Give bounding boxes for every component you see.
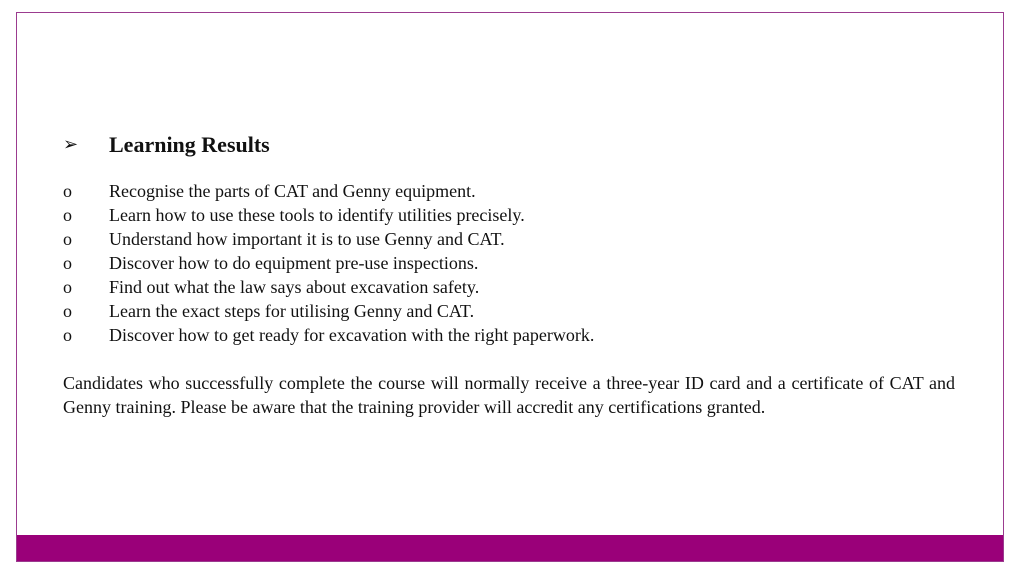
list-item [63, 299, 955, 323]
circle-bullet-icon: o [63, 277, 72, 297]
list-item [63, 275, 955, 299]
list-item [63, 203, 955, 227]
list-item-text: Discover how to get ready for excavation with the right paperwork. [109, 325, 595, 345]
arrow-bullet-icon: ➢ [63, 134, 79, 155]
list-item-text: Learn how to use these tools to identify utilities precisely. [109, 205, 525, 225]
list-item-text: Learn the exact steps for utilising Genny and CAT. [109, 301, 475, 321]
circle-bullet-icon: o [63, 253, 72, 273]
list-item [63, 227, 955, 251]
list-item-text: Find out what the law says about excavation safety. [109, 277, 480, 297]
list-item-text: Discover how to do equipment pre-use inspections. [109, 253, 479, 273]
circle-bullet-icon: o [63, 205, 72, 225]
list-item-text: Understand how important it is to use Genny and CAT. [109, 229, 505, 249]
circle-bullet-icon: o [63, 181, 72, 201]
slide-heading: Learning Results [109, 132, 270, 157]
circle-bullet-icon: o [63, 325, 72, 345]
learning-results-list [63, 179, 955, 347]
slide-content [63, 129, 955, 437]
list-item [63, 323, 955, 347]
course-summary-paragraph: Candidates who successfully complete the course will normally receive a three-year ID card and a certificate of CAT and Genny training. Please be aware that the training provider will accredit any certifications granted. [63, 373, 955, 417]
circle-bullet-icon: o [63, 301, 72, 321]
heading-row [63, 129, 955, 161]
list-item [63, 251, 955, 275]
list-item [63, 179, 955, 203]
slide [16, 12, 1004, 562]
list-item-text: Recognise the parts of CAT and Genny equipment. [109, 181, 476, 201]
circle-bullet-icon: o [63, 229, 72, 249]
footer-accent-bar [17, 535, 1003, 561]
